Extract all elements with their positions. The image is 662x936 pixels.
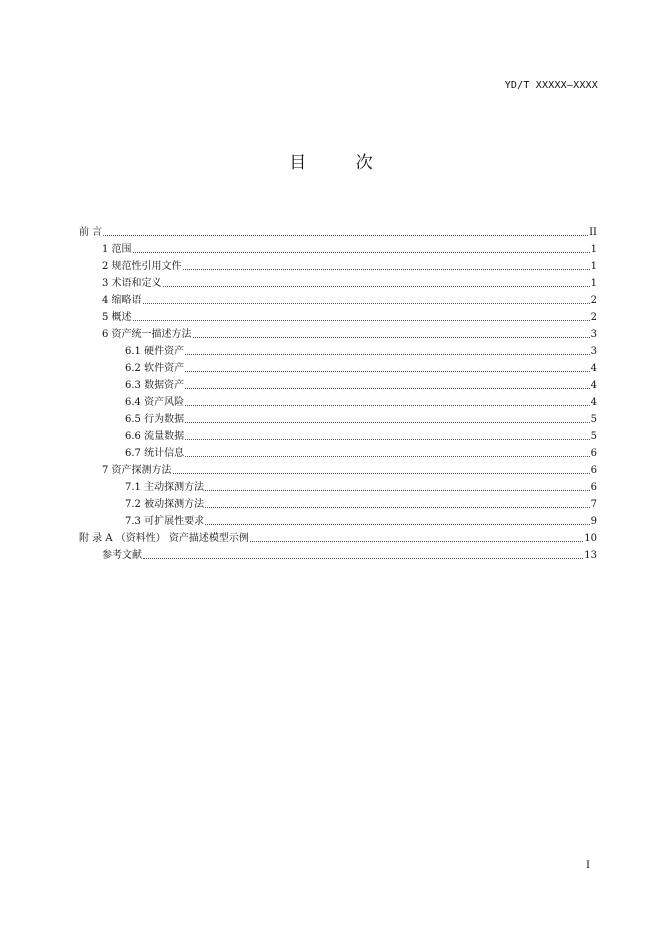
toc-dot-leader (185, 418, 590, 423)
toc-entry-label: 3 术语和定义 (102, 278, 162, 289)
toc-entry-page: 2 (590, 295, 597, 306)
toc-dot-leader (173, 469, 590, 474)
toc-dot-leader (205, 486, 590, 491)
toc-entry-label: 6.4 资产风险 (125, 397, 185, 408)
toc-entry-page: 6 (590, 482, 597, 493)
toc-entry[interactable] (79, 528, 597, 545)
toc-entry-page: 1 (590, 278, 597, 289)
toc-dot-leader (143, 554, 583, 559)
toc-entry-page: 1 (590, 261, 597, 272)
toc-entry-label: 6.1 硬件资产 (125, 346, 185, 357)
toc-entry-page: 4 (590, 397, 597, 408)
page-title: 目 次 (289, 153, 395, 173)
toc-entry-page: 3 (590, 329, 597, 340)
toc-entry[interactable] (102, 239, 597, 256)
toc-entry-page: 2 (590, 312, 597, 323)
toc-entry-page: 4 (590, 380, 597, 391)
toc-entry[interactable] (102, 273, 597, 290)
toc-entry[interactable] (102, 545, 597, 562)
toc-entry-page: 13 (584, 550, 597, 561)
toc-entry[interactable] (125, 409, 597, 426)
toc-entry-page: 3 (590, 346, 597, 357)
toc-entry-label: 6.6 流量数据 (125, 431, 185, 442)
toc-entry[interactable] (125, 477, 597, 494)
toc-entry-label: 4 缩略语 (102, 295, 142, 306)
toc-dot-leader (205, 520, 590, 525)
toc-entry[interactable] (125, 375, 597, 392)
toc-dot-leader (163, 282, 590, 287)
toc-entry-page: 6 (590, 465, 597, 476)
toc-entry-page: 5 (590, 431, 597, 442)
toc-entry-label: 7.1 主动探测方法 (125, 482, 205, 493)
toc-dot-leader (193, 333, 590, 338)
toc-entry-label: 7.3 可扩展性要求 (125, 516, 205, 527)
toc-entry-label: 2 规范性引用文件 (102, 261, 182, 272)
toc-dot-leader (250, 537, 583, 542)
toc-entry-label: 1 范围 (102, 244, 132, 255)
toc-entry[interactable] (125, 443, 597, 460)
toc-dot-leader (185, 452, 590, 457)
toc-entry[interactable] (79, 222, 597, 239)
toc-entry[interactable] (102, 256, 597, 273)
toc-dot-leader (185, 384, 590, 389)
toc-entry-page: 5 (590, 414, 597, 425)
toc-entry-page: II (589, 227, 597, 238)
toc-entry[interactable] (125, 494, 597, 511)
toc-dot-leader (185, 435, 590, 440)
page-number: I (586, 860, 590, 871)
toc-entry-label: 6.5 行为数据 (125, 414, 185, 425)
document-code: YD/T XXXXX—XXXX (504, 80, 598, 91)
toc-dot-leader (183, 265, 590, 270)
toc-entry-label: 6.7 统计信息 (125, 448, 185, 459)
toc-entry-label: 参考文献 (102, 550, 142, 561)
toc-dot-leader (133, 248, 590, 253)
toc-entry[interactable] (125, 392, 597, 409)
toc-entry[interactable] (125, 358, 597, 375)
toc-entry[interactable] (102, 307, 597, 324)
toc-entry-label: 前 言 (79, 227, 103, 238)
toc-dot-leader (133, 316, 590, 321)
toc-entry[interactable] (102, 324, 597, 341)
toc-entry-label: 5 概述 (102, 312, 132, 323)
toc-entry-label: 7.2 被动探测方法 (125, 499, 205, 510)
toc-entry[interactable] (125, 341, 597, 358)
toc-entry[interactable] (125, 426, 597, 443)
toc-entry-page: 9 (590, 516, 597, 527)
toc-entry[interactable] (102, 290, 597, 307)
toc-entry-page: 6 (590, 448, 597, 459)
toc-entry-label: 6.2 软件资产 (125, 363, 185, 374)
toc-dot-leader (205, 503, 590, 508)
toc-entry-label: 7 资产探测方法 (102, 465, 172, 476)
toc-entry-label: 6 资产统一描述方法 (102, 329, 192, 340)
toc-dot-leader (103, 231, 588, 236)
toc-entry-page: 1 (590, 244, 597, 255)
toc-entry-page: 10 (584, 533, 597, 544)
toc-entry[interactable] (125, 511, 597, 528)
toc-dot-leader (185, 350, 590, 355)
toc-entry-label: 附 录 A （资料性） 资产描述模型示例 (79, 533, 249, 544)
toc-entry[interactable] (102, 460, 597, 477)
toc-dot-leader (185, 367, 590, 372)
toc-entry-label: 6.3 数据资产 (125, 380, 185, 391)
toc-entry-page: 4 (590, 363, 597, 374)
toc-dot-leader (185, 401, 590, 406)
toc-dot-leader (143, 299, 590, 304)
toc-entry-page: 7 (590, 499, 597, 510)
